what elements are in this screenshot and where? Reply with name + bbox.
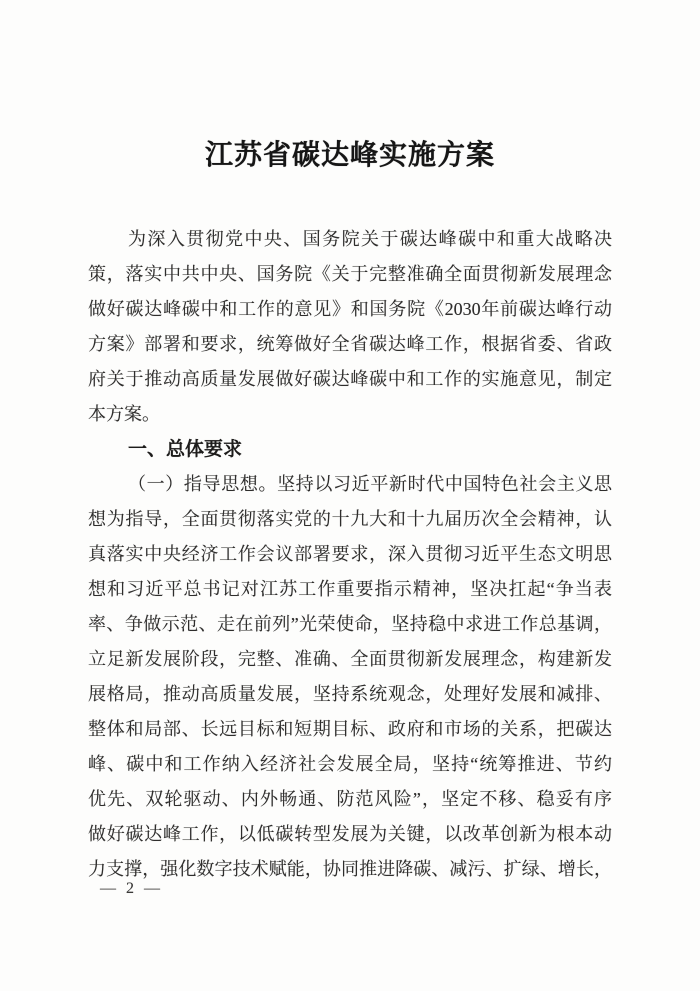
text-line: 展格局，推动高质量发展，坚持系统观念，处理好发展和减排、	[88, 684, 612, 704]
section-heading: 一、总体要求	[128, 439, 243, 460]
text-line: 做好碳达峰工作，以低碳转型发展为关键，以改革创新为根本动	[88, 824, 612, 844]
text-line: 为深入贯彻党中央、国务院关于碳达峰碳中和重大战略决	[128, 229, 612, 249]
paragraph-intro	[88, 222, 612, 432]
text-line: 想和习近平总书记对江苏工作重要指示精神，坚决扛起“争当表	[88, 579, 612, 599]
text-line: 优先、双轮驱动、内外畅通、防范风险”，坚定不移、稳妥有序	[88, 789, 612, 809]
text-line: 整体和局部、长远目标和短期目标、政府和市场的关系，把碳达	[88, 719, 612, 739]
document-body	[88, 222, 612, 887]
text-line: 府关于推动高质量发展做好碳达峰碳中和工作的实施意见，制定	[88, 369, 612, 389]
text-line: 做好碳达峰碳中和工作的意见》和国务院《2030年前碳达峰行动	[88, 299, 612, 319]
text-line: 策，落实中共中央、国务院《关于完整准确全面贯彻新发展理念	[88, 264, 612, 284]
text-line: 力支撑，强化数字技术赋能，协同推进降碳、减污、扩绿、增长，	[88, 859, 612, 879]
text-line: 本方案。	[88, 404, 160, 424]
text-line: 真落实中央经济工作会议部署要求，深入贯彻习近平生态文明思	[88, 544, 612, 564]
text-line: 立足新发展阶段，完整、准确、全面贯彻新发展理念，构建新发	[88, 649, 612, 669]
text-line: 想为指导，全面贯彻落实党的十九大和十九届历次全会精神，认	[88, 509, 612, 529]
page-number: — 2 —	[100, 880, 163, 897]
text-line: 方案》部署和要求，统筹做好全省碳达峰工作，根据省委、省政	[88, 334, 612, 354]
paragraph-guiding-ideology	[88, 467, 612, 887]
text-line: （一）指导思想。坚持以习近平新时代中国特色社会主义思	[128, 474, 612, 494]
text-line: 峰、碳中和工作纳入经济社会发展全局，坚持“统筹推进、节约	[88, 754, 612, 774]
document-title: 江苏省碳达峰实施方案	[204, 140, 495, 171]
text-line: 率、争做示范、走在前列”光荣使命，坚持稳中求进工作总基调，	[88, 614, 612, 634]
